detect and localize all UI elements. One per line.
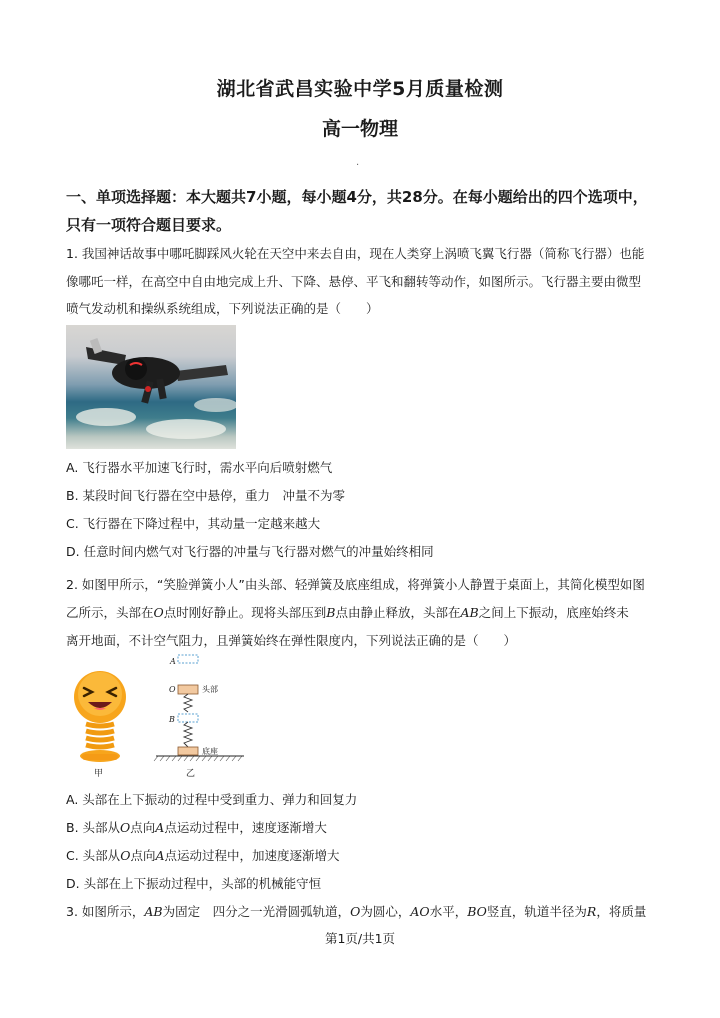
- question-1-option-a: A. 飞行器水平加速飞行时，需水平向后喷射燃气: [66, 460, 333, 475]
- question-2-line-3: 离开地面，不计空气阻力，且弹簧始终在弹性限度内，下列说法正确的是（ ）: [66, 633, 517, 648]
- smiley-spring-toy-illustration: [68, 670, 134, 780]
- question-1-line-3: 喷气发动机和操纵系统组成，下列说法正确的是（ ）: [66, 301, 379, 316]
- label-base: 底座: [202, 747, 218, 756]
- section-heading: 一、单项选择题：本大题共7小题，每小题4分，共28分。在每小题给出的四个选项中，只有一项符合题目要求。: [66, 188, 648, 234]
- spring-model-illustration: [150, 650, 250, 780]
- question-1-option-c: C. 飞行器在下降过程中，其动量一定越来越大: [66, 516, 321, 531]
- question-2-option-d: D. 头部在上下振动过程中，头部的机械能守恒: [66, 876, 322, 891]
- question-1-option-d: D. 任意时间内燃气对飞行器的冲量与飞行器对燃气的冲量始终相同: [66, 544, 434, 559]
- label-o: O: [169, 685, 176, 694]
- label-head: 头部: [202, 685, 218, 694]
- var-ab: AB: [460, 605, 479, 620]
- smiley-spring-toy-figure: [68, 670, 134, 780]
- jetwing-flyer-photo: [66, 325, 236, 449]
- label-jia: 甲: [94, 769, 104, 779]
- question-1-option-b: B. 某段时间飞行器在空中悬停，重力 冲量不为零: [66, 488, 346, 503]
- var-o: O: [153, 605, 164, 620]
- question-1-line-2: 像哪吒一样，在高空中自由地完成上升、下降、悬停、平飞和翻转等动作，如图所示。飞行器主要由微型: [66, 274, 642, 289]
- exam-subject: 高一物理: [321, 118, 398, 140]
- label-yi: 乙: [186, 769, 196, 779]
- stray-mark: ·: [356, 160, 360, 171]
- question-2-line-2: 乙所示，头部在O点时刚好静止。现将头部压到B点由静止释放，头部在AB之间上下振动，底座始终未: [66, 605, 629, 620]
- var-b: B: [326, 605, 336, 620]
- question-2-line-1: 2. 如图甲所示，“笑脸弹簧小人”由头部、轻弹簧及底座组成，将弹簧小人静置于桌面上，其简化模型如图: [66, 577, 645, 592]
- question-2-option-c: C. 头部从O点向A点运动过程中，加速度逐渐增大: [66, 848, 340, 863]
- jetwing-photo-illustration: [66, 325, 236, 449]
- exam-title: 湖北省武昌实验中学5月质量检测: [216, 78, 504, 100]
- page-number: 第1页/共1页: [324, 931, 396, 946]
- label-b: B: [169, 715, 175, 724]
- label-a: A: [170, 657, 176, 666]
- question-2-option-a: A. 头部在上下振动的过程中受到重力、弹力和回复力: [66, 792, 358, 807]
- question-3-line-1: 3. 如图所示，AB为固定 四分之一光滑圆弧轨道，O为圆心，AO水平，BO竖直，轨道半径为R，将质量: [66, 904, 647, 919]
- question-1-line-1: 1. 我国神话故事中哪吒脚踩风火轮在天空中来去自由，现在人类穿上涡喷飞翼飞行器（简称飞行器）也能: [66, 246, 645, 261]
- question-2-option-b: B. 头部从O点向A点运动过程中，速度逐渐增大: [66, 820, 327, 835]
- spring-model-diagram: [150, 650, 250, 780]
